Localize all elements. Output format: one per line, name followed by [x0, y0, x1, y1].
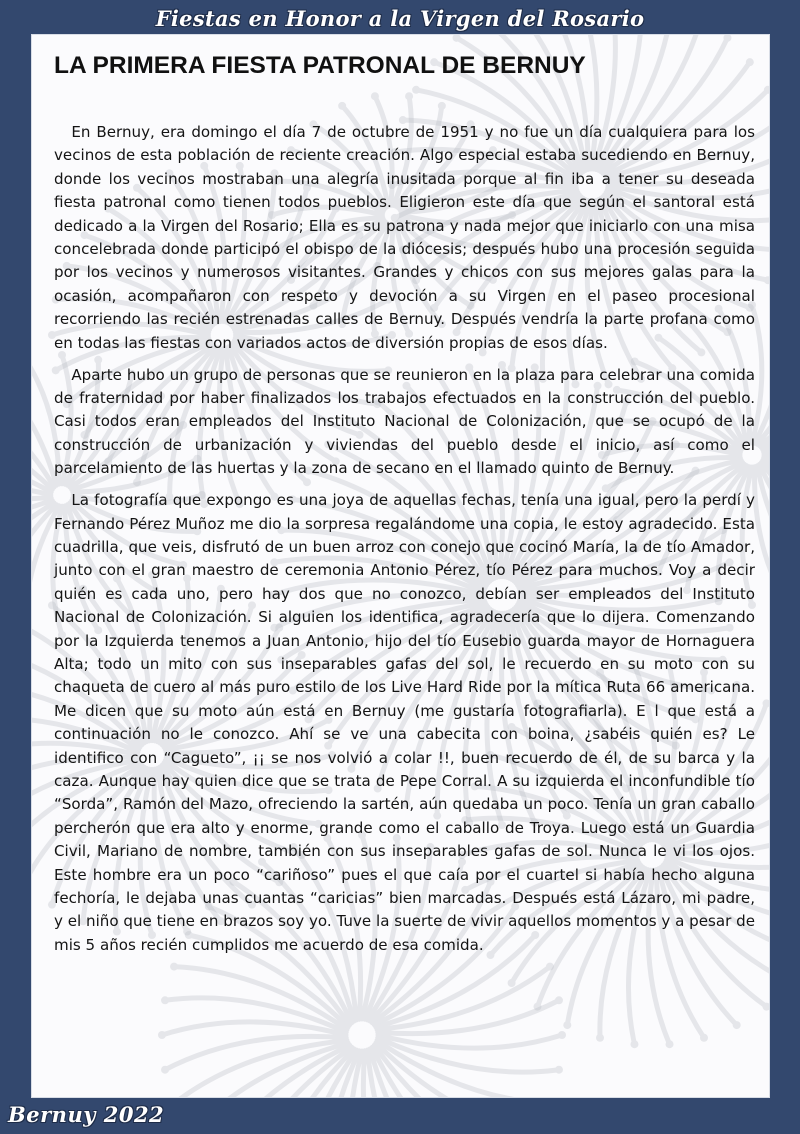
document-page	[31, 34, 770, 1098]
footer-label: Bernuy 2022	[8, 1102, 165, 1127]
header-title: Fiestas en Honor a la Virgen del Rosario	[155, 6, 645, 31]
document-title: LA PRIMERA FIESTA PATRONAL DE BERNUY	[54, 52, 586, 79]
document-body	[54, 121, 755, 966]
paragraph-2: Aparte hubo un grupo de personas que se reunieron en la plaza para celebrar una comida de fraternidad por haber finalizados los trabajos efectuados en la construcción del pueblo. Casi todos eran empleados del Instituto Nacional de Colonización, que se ocupó de la construcción de urbanización y viviendas del pueblo desde el inicio, así como el parcelamiento de las huertas y la zona de secano en el llamado quinto de Bernuy.	[54, 365, 755, 478]
paragraph-3: La fotografía que expongo es una joya de aquellas fechas, tenía una igual, pero la perdí y Fernando Pérez Muñoz me dio la sorpresa regalándome una copia, le estoy agradecido. Esta cuadrilla, que veis, disfrutó de un buen arroz con conejo que cocinó María, la de tío Amador, junto con el gran maestro de ceremonia Antonio Pérez, tío Pérez para muchos. Voy a decir quién es cada uno, pero hay dos que no conozco, debían ser empleados del Instituto Nacional de Colonización. Si alguien los identifica, agradecería que lo dijera. Comenzando por la Izquierda tenemos a Juan Antonio, hijo del tío Eusebio guarda mayor de Hornaguera Alta; todo un mito con sus inseparables gafas del sol, le recuerdo en su moto con su chaqueta de cuero al más puro estilo de los Live Hard Ride por la mítica Ruta 66 americana. Me dicen que su moto aún está en Bernuy (me gustaría fotografiarla). E l que está a continuación no le conozco. Ahí se ve una cabecita con boina, ¿sabéis quién es? Le identifico con “Cagueto”, ¡¡ se nos volvió a colar !!, buen recuerdo de él, de su barca y la caza. Aunque hay quien dice que se trata de Pepe Corral. A su izquierda el inconfundible tío “Sorda”, Ramón del Mazo, ofreciendo la sartén, aún quedaba un poco. Tenía un gran caballo percherón que era alto y enorme, grande como el caballo de Troya. Luego está un Guardia Civil, Mariano de nombre, también con sus inseparables gafas de sol. Nunca le vi los ojos. Este hombre era un poco “cariñoso” pues el que caía por el cuartel si había hecho alguna fechoría, le dejaba unas cuantas “caricias” bien marcadas. Después está Lázaro, mi padre, y el niño que tiene en brazos soy yo. Tuve la suerte de vivir aquellos momentos y a pesar de mis 5 años recién cumplidos me acuerdo de esa comida.	[54, 491, 755, 954]
paragraph-1: En Bernuy, era domingo el día 7 de octubre de 1951 y no fue un día cualquiera para los vecinos de esta población de reciente creación. Algo especial estaba sucediendo en Bernuy, donde los vecinos mostraban una alegría inusitada porque al fin iba a tener su deseada fiesta patronal como tienen todos pueblos. Eligieron este día que según el santoral está dedicado a la Virgen del Rosario; Ella es su patrona y nada mejor que iniciarlo con una misa concelebrada donde participó el obispo de la diócesis; después hubo una procesión seguida por los vecinos y numerosos visitantes. Grandes y chicos con sus mejores galas para la ocasión, acompañaron con respeto y devoción a su Virgen en el paseo procesional recorriendo las recién estrenadas calles de Bernuy. Después vendría la parte profana como en todas las fiestas con variados actos de diversión propias de esos días.	[54, 123, 755, 352]
